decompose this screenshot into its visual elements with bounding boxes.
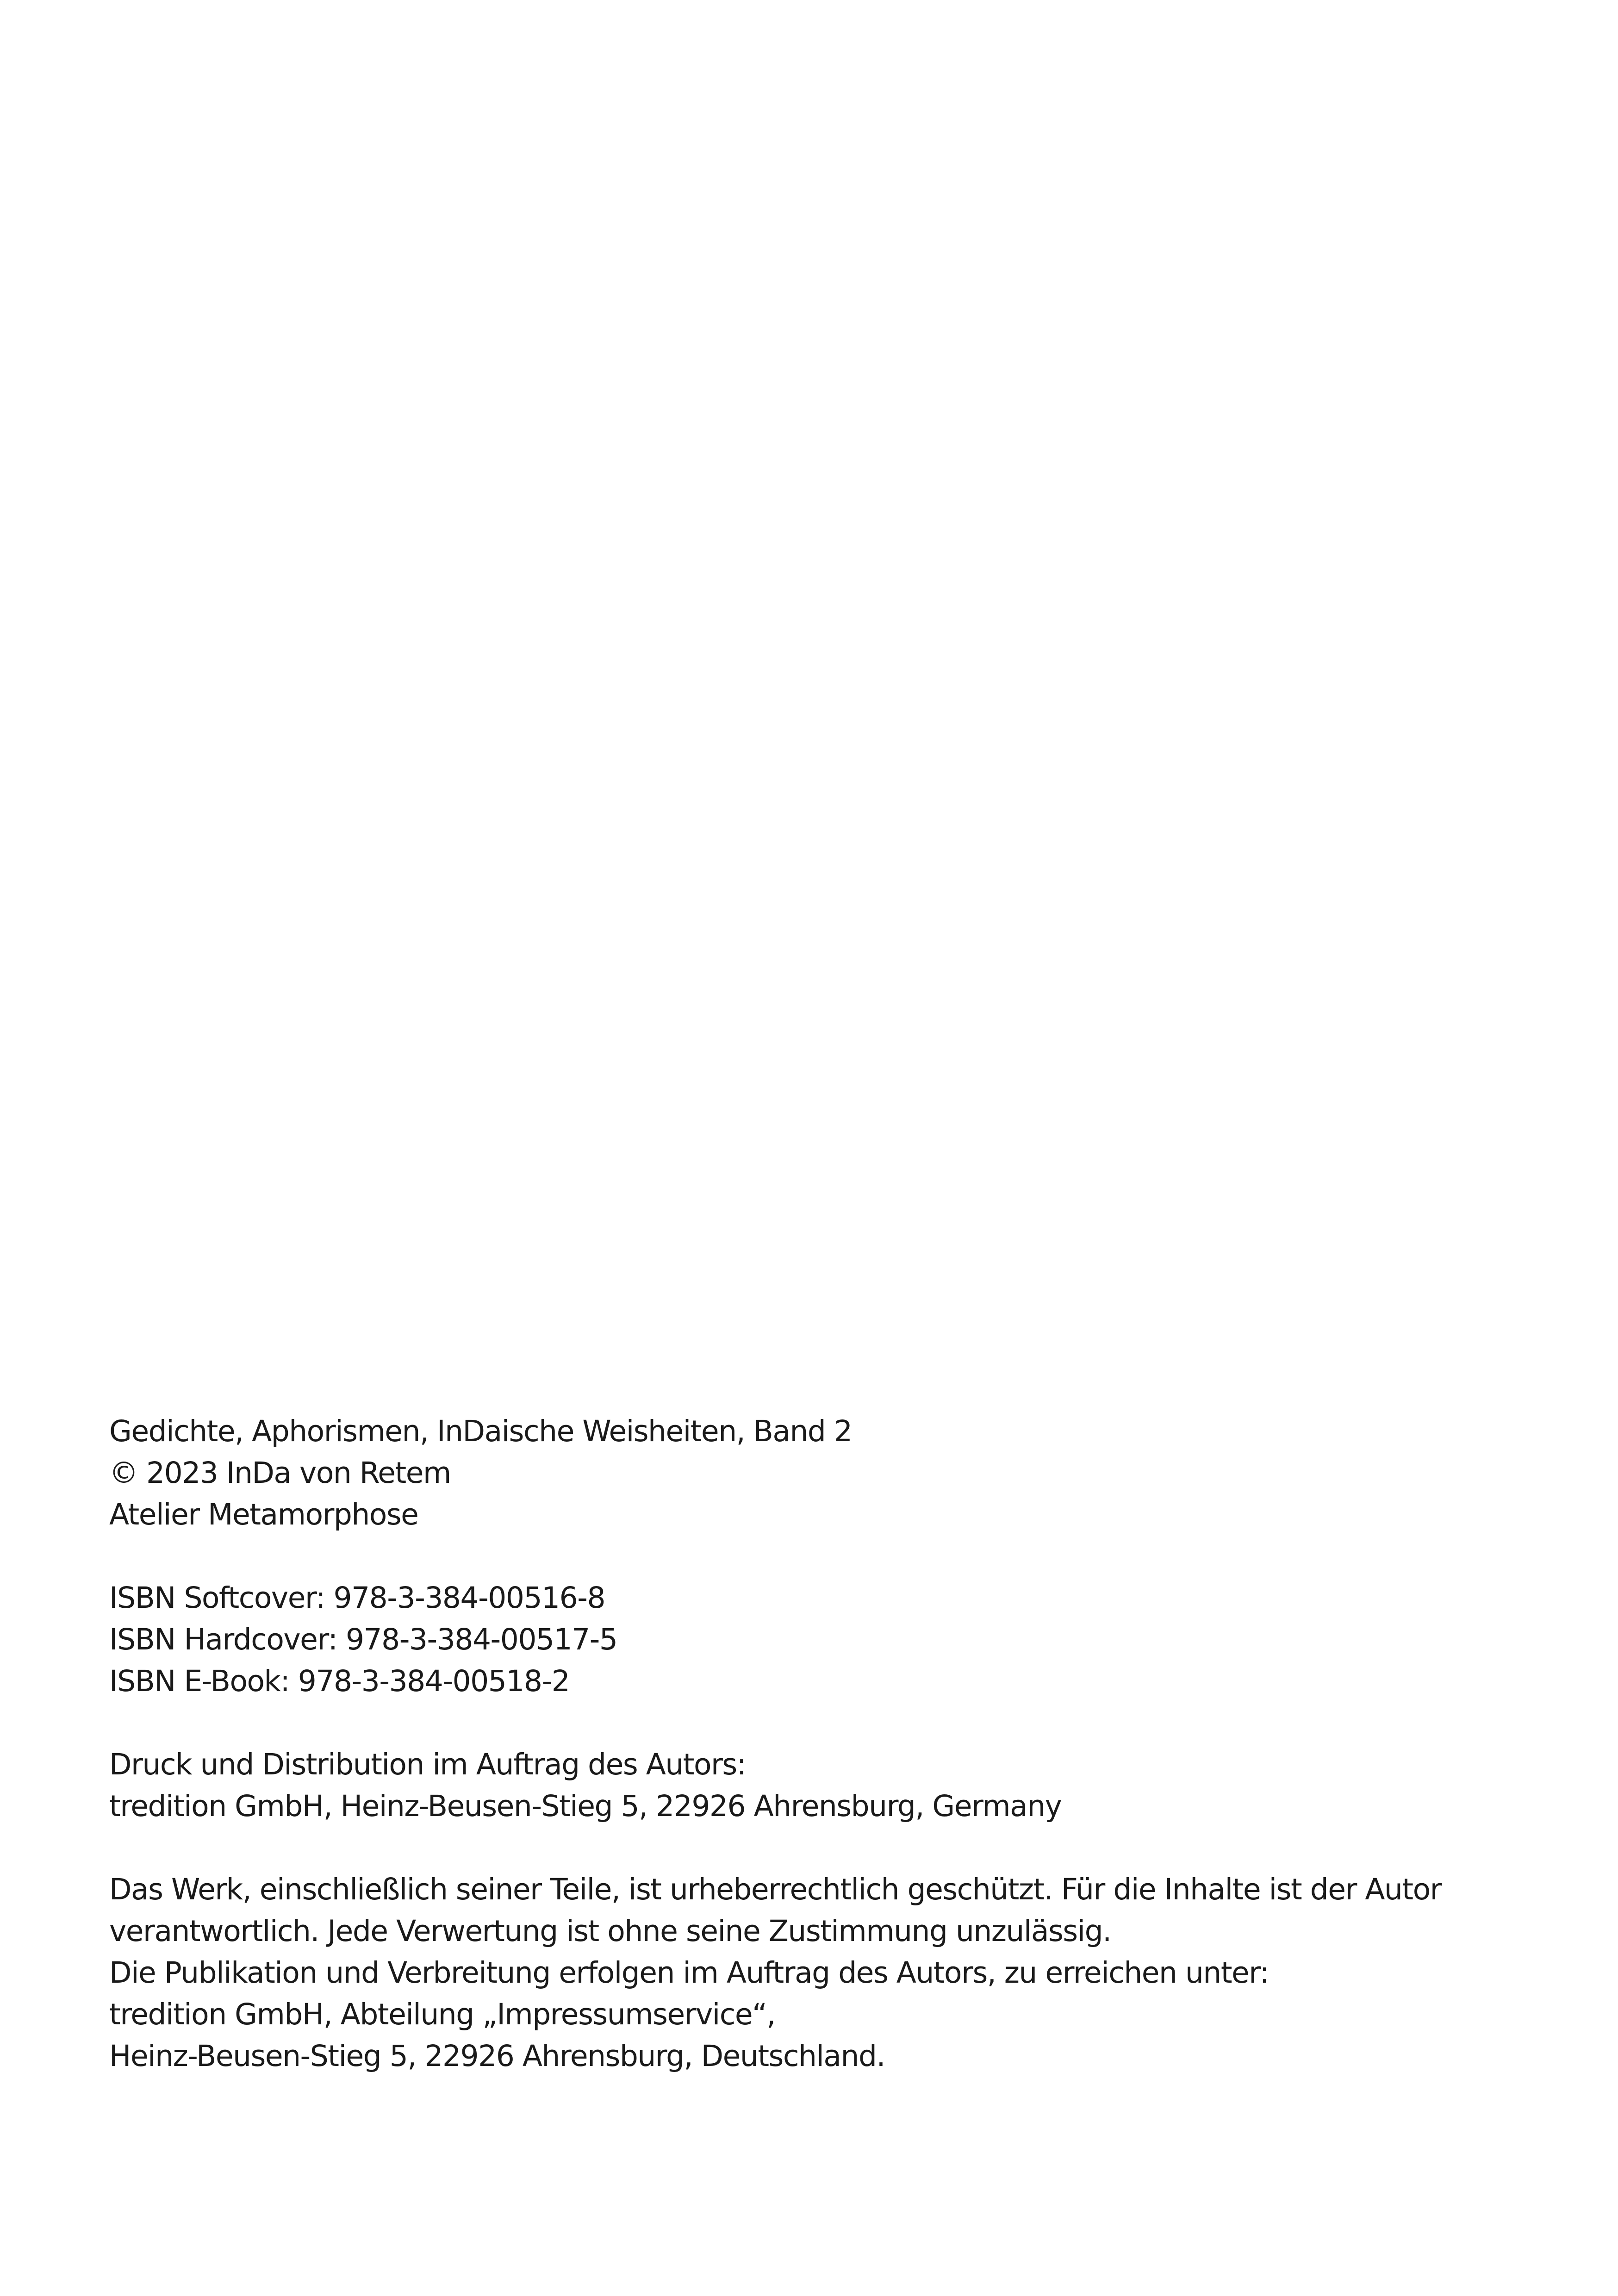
- distribution-address: tredition GmbH, Heinz-Beusen-Stieg 5, 22926 Ahrensburg, Germany: [109, 1789, 1062, 1823]
- legal-line-2: verantwortlich. Jede Verwertung ist ohne seine Zustimmung unzulässig.: [109, 1914, 1111, 1948]
- copyright-line: © 2023 InDa von Retem: [109, 1456, 451, 1490]
- publisher-line: Atelier Metamorphose: [109, 1498, 418, 1531]
- legal-block: [109, 1869, 1544, 2077]
- legal-line-3: Die Publikation und Verbreitung erfolgen im Auftrag des Autors, zu erreichen unter:: [109, 1956, 1269, 1990]
- isbn-block: [109, 1577, 1544, 1702]
- legal-line-4: tredition GmbH, Abteilung „Impressumservice“,: [109, 1997, 775, 2031]
- distribution-heading: Druck und Distribution im Auftrag des Autors:: [109, 1748, 746, 1781]
- title-block: [109, 1411, 1544, 1536]
- book-title-line: Gedichte, Aphorismen, InDaische Weisheiten, Band 2: [109, 1414, 852, 1448]
- imprint-text: [109, 1411, 1544, 2077]
- legal-line-5: Heinz-Beusen-Stieg 5, 22926 Ahrensburg, Deutschland.: [109, 2039, 885, 2073]
- isbn-ebook: ISBN E-Book: 978-3-384-00518-2: [109, 1664, 570, 1698]
- isbn-hardcover: ISBN Hardcover: 978-3-384-00517-5: [109, 1623, 617, 1656]
- distribution-block: [109, 1744, 1544, 1827]
- isbn-softcover: ISBN Softcover: 978-3-384-00516-8: [109, 1581, 605, 1615]
- legal-line-1: Das Werk, einschließlich seiner Teile, ist urheberrechtlich geschützt. Für die Inhalte ist der Autor: [109, 1873, 1442, 1906]
